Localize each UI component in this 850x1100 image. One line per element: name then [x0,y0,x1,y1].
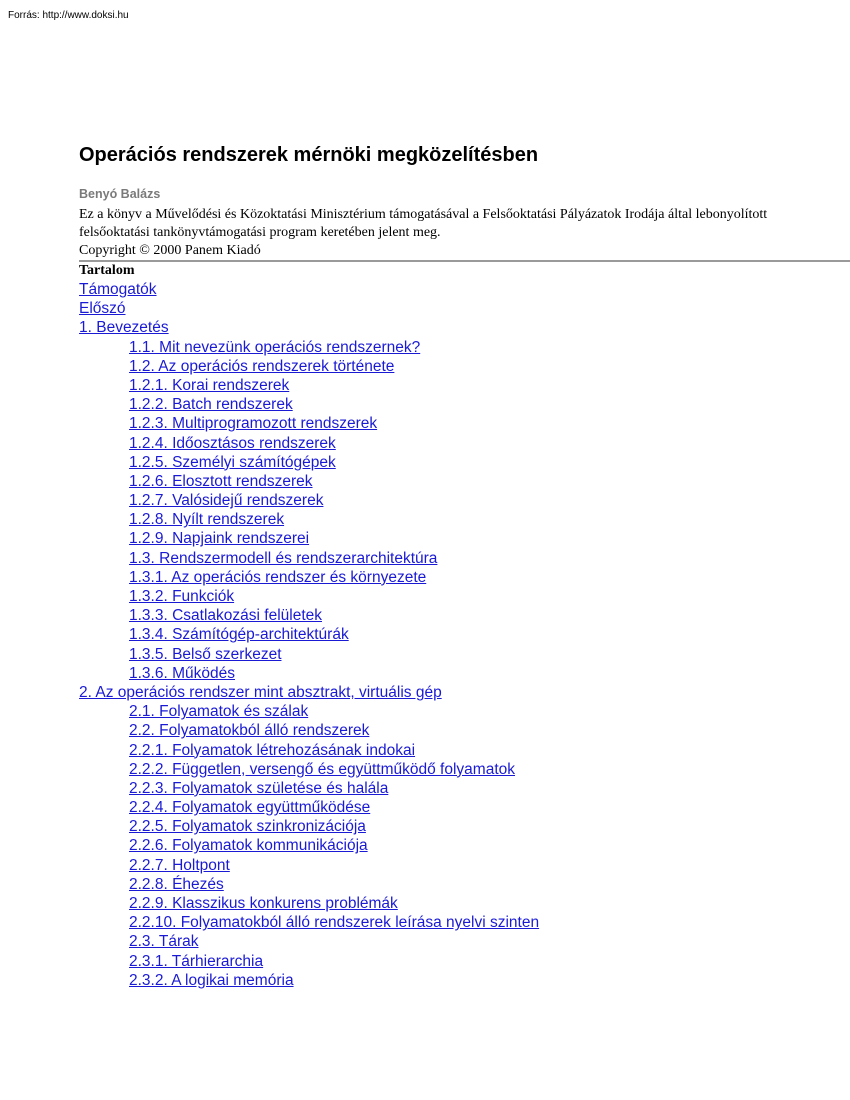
toc-item [79,932,850,951]
toc-link[interactable]: 2.2.9. Klasszikus konkurens problémák [129,895,398,912]
toc-item [79,491,850,510]
toc-link[interactable]: 2.2.4. Folyamatok együttműködése [129,799,371,817]
toc-link[interactable]: 1.3.1. Az operációs rendszer és környezete [129,568,427,586]
copyright: Copyright © 2000 Panem Kiadó [79,243,261,258]
toc-link[interactable]: 2.3. Tárak [129,933,199,951]
toc-link[interactable]: 1.2.9. Napjaink rendszerei [129,530,310,548]
toc-link[interactable]: 1.2.1. Korai rendszerek [129,376,290,394]
toc-link[interactable]: Támogatók [79,281,157,298]
toc-item [79,798,850,817]
toc-item [79,817,850,836]
toc-title: Tartalom [79,263,135,278]
toc-link[interactable]: 1.3.3. Csatlakozási felületek [129,607,322,625]
toc-link[interactable]: 2.2.2. Független, versengő és együttműködő folyamatok [129,760,516,778]
toc-item [79,529,850,548]
toc-link[interactable]: 1.2.7. Valósidejű rendszerek [129,492,324,510]
author: Benyó Balázs [79,187,161,201]
toc-item [79,913,850,932]
toc-item [79,318,850,337]
toc-link[interactable]: 1.2.8. Nyílt rendszerek [129,511,285,529]
toc-item [79,683,850,702]
toc-item [79,702,850,721]
toc-link[interactable]: 2.2.5. Folyamatok szinkronizációja [129,818,366,836]
toc-item [79,472,850,491]
toc-link[interactable]: 2.2.7. Holtpont [129,856,230,874]
toc-link[interactable]: 2.2.3. Folyamatok születése és halála [129,779,389,797]
toc-item [79,625,850,644]
toc-item [79,414,850,433]
toc-link[interactable]: 1.2.3. Multiprogramozott rendszerek [129,415,378,433]
toc-item [79,338,850,357]
table-of-contents [79,280,850,990]
toc-item [79,395,850,414]
toc-item [79,645,850,664]
toc-link[interactable]: 1.3.5. Belső szerkezet [129,645,282,663]
toc-item [79,357,850,376]
toc-item [79,894,850,913]
toc-link[interactable]: 1.2.2. Batch rendszerek [129,396,293,414]
toc-link[interactable]: 2.2.8. Éhezés [129,875,224,893]
toc-item [79,549,850,568]
toc-item [79,856,850,875]
toc-link[interactable]: 2.2.6. Folyamatok kommunikációja [129,837,368,855]
toc-link[interactable]: 1.3.4. Számítógép-architektúrák [129,626,349,644]
toc-link[interactable]: 2. Az operációs rendszer mint absztrakt, virtuális gép [79,683,442,701]
toc-link[interactable]: 2.1. Folyamatok és szálak [129,703,309,721]
toc-item [79,510,850,529]
toc-item [79,376,850,395]
toc-item [79,587,850,606]
toc-link[interactable]: 2.3.1. Tárhierarchia [129,952,264,970]
toc-item [79,453,850,472]
toc-link[interactable]: 1.2.6. Elosztott rendszerek [129,472,313,490]
toc-link[interactable]: 1.2.5. Személyi számítógépek [129,453,336,471]
toc-link[interactable]: 2.3.2. A logikai memória [129,971,294,989]
document-body [79,141,850,990]
toc-link[interactable]: 2.2.1. Folyamatok létrehozásának indokai [129,741,416,759]
toc-item [79,741,850,760]
toc-item [79,299,850,318]
toc-item [79,721,850,740]
toc-link[interactable]: 2.2. Folyamatokból álló rendszerek [129,722,370,740]
page-title: Operációs rendszerek mérnöki megközelítésben [79,144,539,166]
toc-item [79,971,850,990]
toc-item [79,606,850,625]
toc-link[interactable]: 1.2. Az operációs rendszerek története [129,357,395,375]
toc-item [79,760,850,779]
toc-link[interactable]: 1.3.6. Működés [129,664,235,682]
toc-item [79,779,850,798]
toc-item [79,836,850,855]
toc-item [79,568,850,587]
toc-item [79,664,850,683]
toc-link[interactable]: 2.2.10. Folyamatokból álló rendszerek leírása nyelvi szinten [129,914,540,932]
source-note: Forrás: http://www.doksi.hu [8,10,129,21]
toc-item [79,952,850,971]
toc-link[interactable]: 1.1. Mit nevezünk operációs rendszernek? [129,338,421,356]
toc-link[interactable]: 1.3. Rendszermodell és rendszerarchitektúra [129,549,438,567]
toc-item [79,875,850,894]
toc-item [79,434,850,453]
toc-link[interactable]: 1.3.2. Funkciók [129,588,235,605]
toc-link[interactable]: 1. Bevezetés [79,319,169,337]
toc-link[interactable]: Előszó [79,300,126,318]
toc-item [79,280,850,299]
funding-note: Ez a könyv a Művelődési és Közoktatási Minisztérium támogatásával a Felsőoktatási Pályázatok Irodája által lebonyolított felsőoktatási tankönyvtámogatási program keretében jelent meg. [79,207,768,240]
toc-link[interactable]: 1.2.4. Időosztásos rendszerek [129,434,336,452]
